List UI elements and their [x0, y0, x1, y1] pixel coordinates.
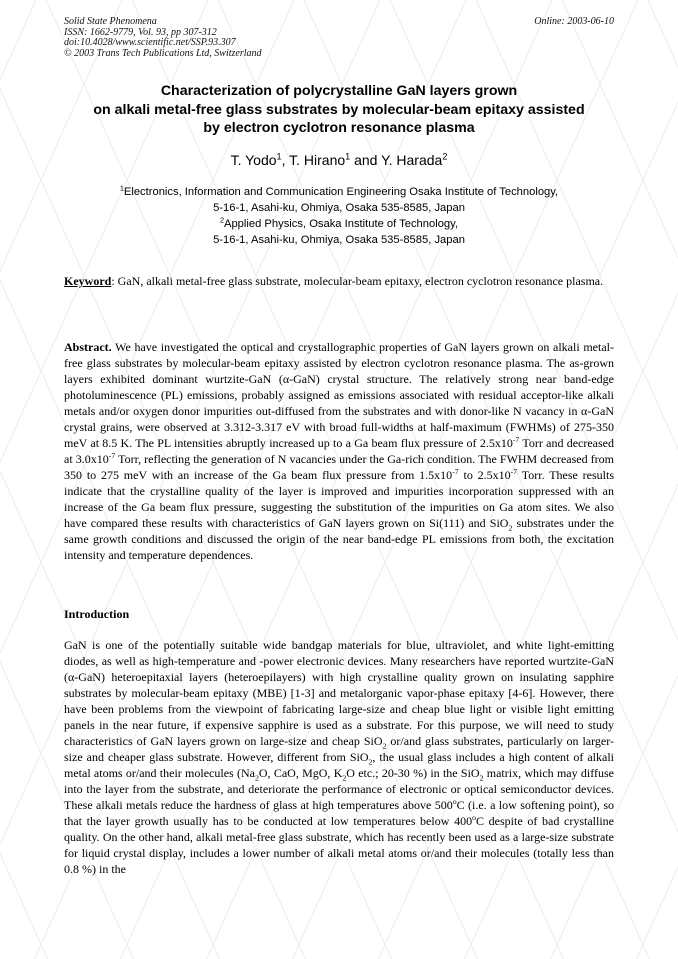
- author-name: and Y. Harada: [350, 152, 443, 168]
- affil-mark: 1: [119, 183, 124, 193]
- author-name: T. Yodo: [230, 152, 277, 168]
- watermark-stroke: [0, 0, 48, 959]
- keyword-label: Keyword: [64, 274, 112, 288]
- doi-line: doi:10.4028/www.scientific.net/SSP.93.307: [64, 37, 236, 48]
- title-line: on alkali metal-free glass substrates by molecular-beam epitaxy assisted: [93, 101, 585, 118]
- author-affil-mark: 1: [345, 151, 351, 162]
- author-affil-mark: 2: [442, 151, 448, 162]
- watermark-stroke: [636, 0, 678, 959]
- title-line: Characterization of polycrystalline GaN layers grown: [160, 83, 518, 99]
- copyright-line: © 2003 Trans Tech Publications Ltd, Switzerland: [64, 47, 262, 59]
- affiliation-line: $^1$Electronics, Information and Communication Engineering Osaka Institute of Technology,: [119, 183, 559, 198]
- abstract-label: Abstract.: [64, 340, 112, 354]
- watermark-stroke: [648, 0, 678, 959]
- title-line: by electron cyclotron resonance plasma: [203, 120, 475, 136]
- issn-line: ISSN: 1662-9779, Vol. 93, pp 307-312: [64, 26, 217, 38]
- journal-name: Solid State Phenomena: [64, 16, 157, 27]
- paper-title: [30, 82, 648, 138]
- author-list: [30, 151, 648, 169]
- abstract-paragraph: Abstract. We have investigated the optical and crystallographic properties of GaN layers grown on alkali metal-free glass substrates by molecular-beam epitaxy assisted by electron cyclotron resonance plasma. The as-grown layers exhibited dominant wurtzite-GaN (α-GaN) crystal structure. The relatively strong near band-edge photoluminescence (PL) emissions, probably assigned as emissions associated with residual acceptor-like alkali metals and/or oxygen donor impurities out-diffused from the substrates and with donor-like N vacancy in α-GaN crystal grains, were observed at 3.312-3.317 eV with broad full-widths at half-maximum (FWHMs) of 275-350 meV at 8.5 K. The PL intensities abruptly increased up to a Ga beam flux pressure of $2.5x10^{-7}$ Torr and decreased at $3.0x10^{-7}$ Torr, reflecting the generation of N vacancies under the Ga-rich condition. The FWHM decreased from 350 to 275 meV with an increase of the Ga beam flux pressure from $1.5x10^{-7}$ to $2.5x10^{-7}$ Torr. These results indicate that the crystalline quality of the layer is improved and impurities incorporation suppressed with an increase of the Ga beam flux pressure, suggesting the substitution of the impurities on Ga atom sites. We also have compared these results with characteristics of GaN layers grown on Si(111) and SiO$_2$ substrates under the same growth conditions and discussed the origin of the near band-edge PL emissions from both, the excitation intensity and temperature dependences.: [64, 340, 615, 562]
- introduction-paragraph: GaN is one of the potentially suitable wide bandgap materials for blue, ultraviolet, and white light-emitting diodes, as well as high-temperature and -power electronic devices. Many researchers have reported wurtzite-GaN (α-GaN) heteroepitaxial layers (heteroepilayers) with high crystalline quality grown on insulating sapphire substrates by molecular-beam epitaxy (MBE) [1-3] and metalorganic vapor-phase epitaxy [4-6]. However, there have been problems from the viewpoint of fabricating large-size and cheap blue light or visible light emitting panels in the near future, if expensive sapphire is used as a substrate. For this purpose, we will need to study characteristics of GaN layers grown on large-size and cheap SiO$_2$ or/and glass substrates, particularly on larger-size and cheaper glass substrate. However, different from SiO$_2$, the usual glass includes a high content of alkali metal atoms or/and their molecules ($Na_2O$, CaO, MgO, $K_2O$ etc.; 20-30 %) in the SiO$_2$ matrix, which may diffuse into the layer from the substrate, and deteriorate the performance of electronic or optical semiconductor devices. These alkali metals reduce the hardness of glass at high temperatures above 500$^o$C (i.e. a low softening point), so that the layer growth usually has to be conducted at low temperatures below 400$^o$C despite of bad crystalline quality. On the other hand, alkali metal-free glass substrate, which has recently been used as a large-size substrate for liquid crystal display, includes a lower number of alkali metal atoms or/and their molecules (totally less than 0.8 %) in the: [64, 638, 615, 876]
- section-heading-introduction: Introduction: [64, 607, 130, 621]
- affiliation-line: $^2$Applied Physics, Osaka Institute of Technology,: [219, 215, 459, 230]
- online-date: Online: 2003-06-10: [534, 16, 614, 27]
- author-name: , T. Hirano: [281, 152, 346, 168]
- affil-mark: 2: [219, 215, 224, 225]
- keyword-text: : GaN, alkali metal-free glass substrate, molecular-beam epitaxy, electron cyclotron resonance plasma.: [111, 274, 604, 288]
- affiliations: [30, 184, 648, 248]
- author-affil-mark: 1: [276, 151, 282, 162]
- watermark-stroke: [0, 0, 36, 959]
- journal-header: [64, 17, 262, 59]
- affiliation-line: 5-16-1, Asahi-ku, Ohmiya, Osaka 535-8585, Japan: [213, 202, 465, 214]
- keyword-paragraph: [64, 273, 614, 289]
- affiliation-line: 5-16-1, Asahi-ku, Ohmiya, Osaka 535-8585, Japan: [213, 234, 465, 246]
